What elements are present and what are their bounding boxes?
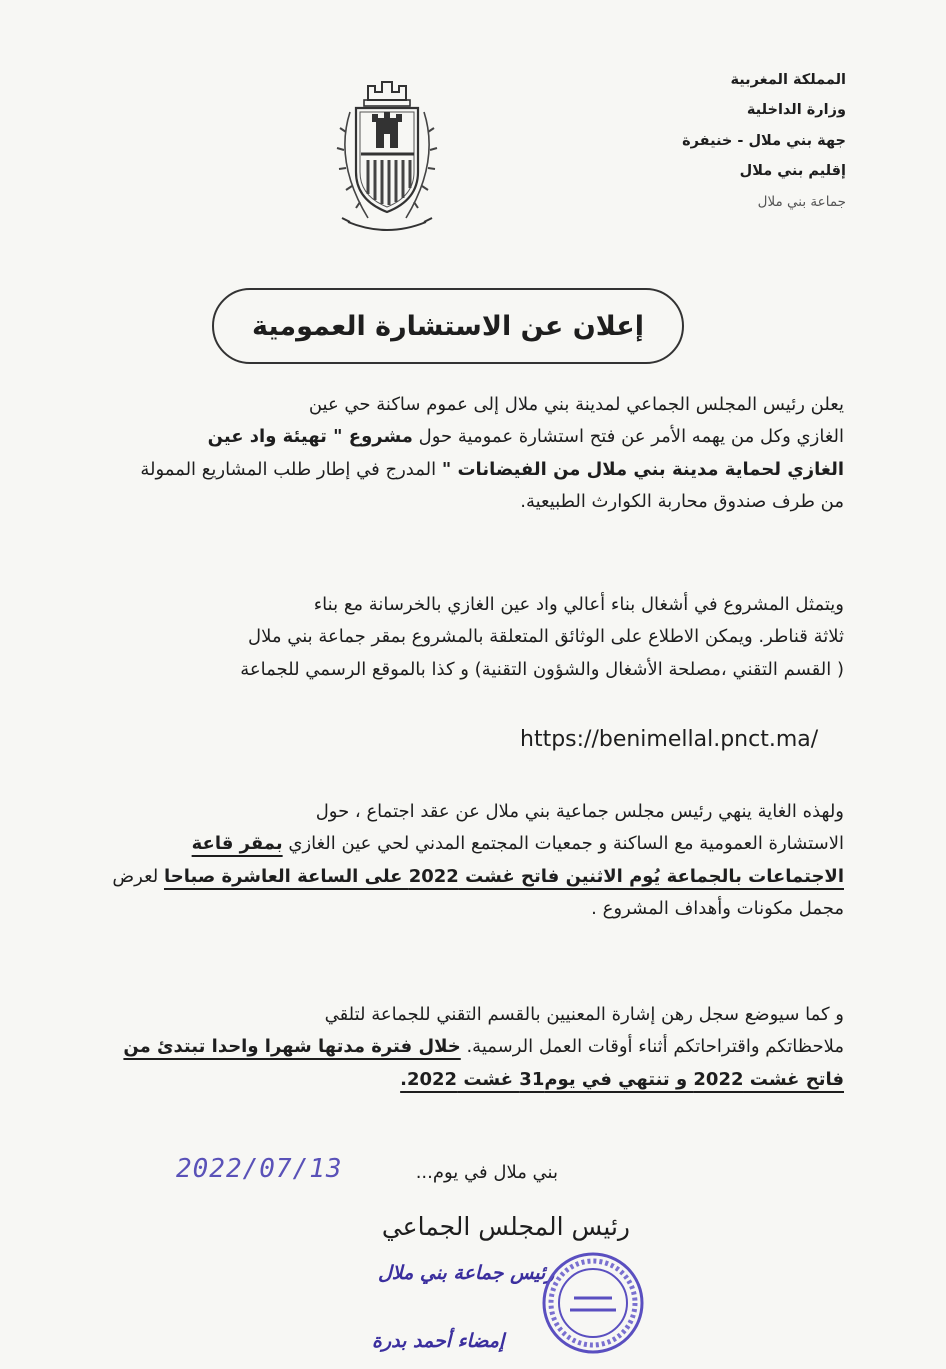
text-line: ( القسم التقني ،مصلحة الأشغال والشؤون التقنية) و كذا بالموقع الرسمي للجماعة [240, 658, 844, 680]
text-line: ثلاثة قناطر. ويمكن الاطلاع على الوثائق المتعلقة بالمشروع بمقر جماعة بني ملال [248, 626, 844, 648]
paragraph-announcement [104, 393, 844, 514]
text-line: و كما سيوضع سجل رهن إشارة المعنيين بالقسم التقني للجماعة لتلقي [324, 1004, 844, 1025]
stamp-signature-line: إمضاء أحمد بدرة [372, 1330, 505, 1352]
text-line [64, 865, 844, 888]
text-line: يعلن رئيس المجلس الجماعي لمدينة بني ملال إلى عموم ساكنة حي عين [308, 394, 844, 415]
header-commune: جماعة بني ملال [757, 193, 846, 210]
text-run: المدرج في إطار طلب المشاريع الممولة [140, 458, 442, 480]
handwritten-date: 2022/07/13 [176, 1154, 343, 1184]
text-line: من طرف صندوق محاربة الكوارث الطبيعية. [520, 491, 844, 513]
paragraph-register [64, 1003, 844, 1091]
meeting-datetime: الاجتماعات بالجماعة يُوم الاثنين فاتح غشت 2022 على الساعة العاشرة صباحا [163, 865, 844, 887]
header-ministry: وزارة الداخلية [746, 102, 846, 119]
project-title-part2: الغازي لحماية مدينة بني ملال من الفيضانات " [441, 458, 844, 480]
text-run: الاستشارة العمومية مع الساكنة و جمعيات المجتمع المدني لحي عين الغازي [282, 833, 844, 855]
official-website-link[interactable]: https://benimellal.pnct.ma/ [520, 727, 819, 752]
round-official-stamp-icon [540, 1250, 646, 1356]
header-kingdom: المملكة المغربية [730, 72, 846, 88]
text-line: ويتمثل المشروع في أشغال بناء أعالي واد عين الغازي بالخرسانة مع بناء [313, 594, 844, 615]
text-run: ملاحظاتكم واقتراحاتكم أثناء أوقات العمل الرسمية. [460, 1036, 844, 1058]
paragraph-meeting [64, 800, 844, 921]
header-region: جهة بني ملال - خنيفرة [682, 132, 846, 149]
text-run: لعرض [112, 865, 164, 887]
text-line: مجمل مكونات وأهداف المشروع . [591, 898, 844, 920]
stamp-president-line: رئيس جماعة بني ملال [378, 1262, 555, 1284]
consultation-dates: فاتح غشت 2022 و تنتهي في يوم31 غشت 2022. [400, 1068, 844, 1090]
city-coat-of-arms-icon [328, 72, 446, 242]
institution-header [586, 72, 846, 223]
text-line [104, 458, 844, 481]
president-title: رئيس المجلس الجماعي [381, 1212, 630, 1241]
consultation-period: خلال فترة مدتها شهرا واحدا تبتدئ من [123, 1036, 461, 1058]
paragraph-project-description [104, 593, 844, 681]
signature-date-label: بني ملال في يوم... [415, 1162, 558, 1183]
announcement-title-box [212, 288, 684, 364]
text-line [64, 1068, 844, 1091]
announcement-title: إعلان عن الاستشارة العمومية [252, 310, 644, 342]
meeting-venue: بمقر قاعة [191, 833, 283, 855]
text-line: ولهذه الغاية ينهي رئيس مجلس جماعية بني ملال عن عقد اجتماع ، حول [315, 801, 844, 822]
project-title-part1: مشروع " تهيئة واد عين [207, 426, 413, 448]
text-run: الغازي وكل من يهمه الأمر عن فتح استشارة عمومية حول [412, 426, 844, 448]
text-line [104, 425, 844, 448]
header-province: إقليم بني ملال [739, 163, 846, 180]
text-line [64, 832, 844, 855]
text-line [64, 1035, 844, 1058]
